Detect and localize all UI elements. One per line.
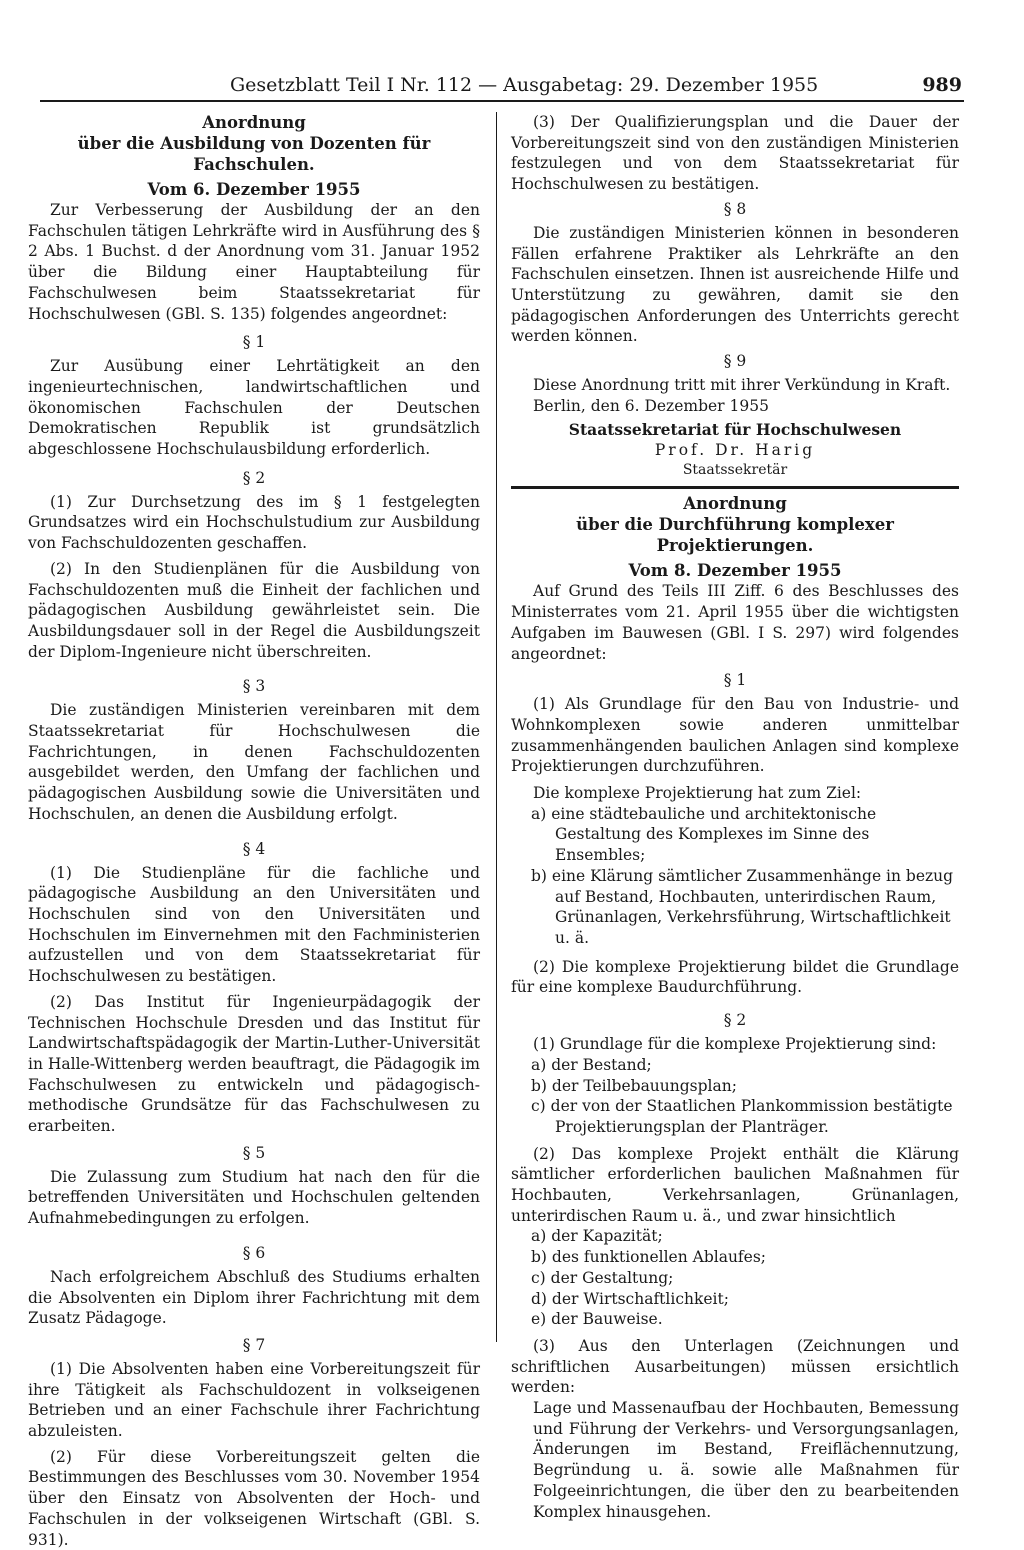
section-heading: § 6 [242,1243,266,1262]
section-heading: § 2 [723,1011,747,1030]
ordinance-date: Vom 8. Dezember 1955 [628,561,842,581]
list-item: b) eine Klärung sämtlicher Zusammenhänge in bezug auf Bestand, Hochbauten, unterirdischen Raum, Grünanlagen, Verkehrsführung, Wirtschaftlichkeit u. ä. [531,866,954,947]
section-paragraph: (1) Als Grundlage für den Bau von Industrie- und Wohnkomplexen sowie anderen unmittelbar zusammenhängenden baulichen Anlagen sind komplexe Projektierungen durchzuführen. [511,695,959,776]
section-text: Die zuständigen Ministerien vereinbaren mit dem Staatssekretariat für Hochschulwesen die Fachrichtungen, in denen Fachschuldozenten ausgebildet werden, den Umfang der fachlichen und pädagogischen Ausbildung sowie die Universitäten und Hochschulen, an denen die Ausbildung erfolgt. [28,701,480,823]
list-item: c) der Gestaltung; [531,1268,674,1287]
section-heading: § 1 [242,333,266,352]
section-heading: § 9 [723,352,747,371]
section-paragraph: (2) Für diese Vorbereitungszeit gelten die Bestimmungen des Beschlusses vom 30. November 1954 über den Einsatz von Absolventen der Hoch- und Fachschulen in der volkseigenen Wirtschaft (GBl. S. 931). [28,1447,480,1549]
right-column [511,112,959,1522]
section-text: Diese Anordnung tritt mit ihrer Verkündung in Kraft. [533,376,951,395]
section-heading: § 3 [242,677,266,696]
section-heading: § 2 [242,468,266,487]
section-paragraph: (2) In den Studienplänen für die Ausbildung von Fachschuldozenten muß die Einheit der fachlichen und pädagogischen Ausbildung gewährleistet sein. Die Ausbildungsdauer soll in der Regel die Ausbildungszeit der Diplom-Ingenieure nicht überschreiten. [28,559,480,661]
section-text: Die Zulassung zum Studium hat nach den für die betreffenden Universitäten und Hochschulen geltenden Aufnahmebedingungen zu erfolgen. [28,1167,480,1228]
signatory-name: Prof. Dr. Harig [654,441,816,460]
section-text: Zur Ausübung einer Lehrtätigkeit an den ingenieurtechnischen, landwirtschaftlichen und ökonomischen Fachschulen der Deutschen Demokratischen Republik ist grundsätzlich abgeschlossene Hochschulausbildung erforderlich. [28,357,480,459]
list-item: d) der Wirtschaftlichkeit; [531,1289,729,1308]
page-number: 989 [922,74,962,96]
section-heading: § 4 [242,839,266,858]
block-quote: Lage und Massenaufbau der Hochbauten, Bemessung und Führung der Verkehrs- und Versorgungsanlagen, Änderungen im Bestand, Freiflächennutzung, Begründung u. ä. sowie alle Maßnahmen für Folgeeinrichtungen, die über den zu bearbeitenden Komplex hinausgehen. [533,1399,959,1521]
column-divider [496,112,497,1342]
list-item: e) der Bauweise. [531,1310,663,1329]
ordinance-heading: Anordnung [202,113,306,132]
section-paragraph: (2) Die komplexe Projektierung bildet die Grundlage für eine komplexe Baudurchführung. [511,957,959,997]
section-paragraph: Die komplexe Projektierung hat zum Ziel: [533,784,862,803]
section-paragraph: (1) Die Absolventen haben eine Vorbereitungszeit für ihre Tätigkeit als Fachschuldozent in volkseigenen Betrieben und an einer Fachschule ihrer Fachrichtung abzuleisten. [28,1359,480,1441]
ordinance-subject: über die Durchführung komplexer Projektierungen. [576,515,894,556]
section-text: Die zuständigen Ministerien können in besonderen Fällen erfahrene Praktiker als Lehrkräfte an den Fachschulen einsetzen. Ihnen ist ausreichende Hilfe und Unterstützung zu gewähren, damit sie den pädagogischen Anforderungen des Unterrichts gerecht werden können. [511,223,959,346]
section-paragraph: (1) Grundlage für die komplexe Projektierung sind: [533,1035,937,1054]
list-item: c) der von der Staatlichen Plankommission bestätigte Projektierungsplan der Planträger. [531,1097,953,1136]
section-paragraph: (3) Aus den Unterlagen (Zeichnungen und schriftlichen Ausarbeitungen) müssen ersichtlich werden: [511,1336,959,1397]
left-column [28,112,480,1550]
ordinance-subject: über die Ausbildung von Dozenten für Fachschulen. [77,134,431,174]
section-heading: § 7 [242,1335,266,1354]
list-item: a) eine städtebauliche und architektonische Gestaltung des Komplexes im Sinne des Ensembles; [531,804,877,865]
page-header [40,74,964,102]
ordinance-heading: Anordnung [683,494,787,514]
section-paragraph: (3) Der Qualifizierungsplan und die Dauer der Vorbereitungszeit sind von den zuständigen Ministerien festzulegen und von dem Staatssekretariat für Hochschulwesen zu bestätigen. [511,113,959,194]
section-heading: § 8 [723,199,747,218]
issuing-authority: Staatssekretariat für Hochschulwesen [568,420,902,440]
place-and-date: Berlin, den 6. Dezember 1955 [533,396,769,415]
section-heading: § 1 [723,671,747,690]
preamble: Zur Verbesserung der Ausbildung der an den Fachschulen tätigen Lehrkräfte wird in Ausführung des § 2 Abs. 1 Buchst. d der Anordnung vom 31. Januar 1952 über die Bildung einer Hauptabteilung für Fachschulwesen beim Staatssekretariat für Hochschulwesen (GBl. S. 135) folgendes angeordnet: [28,201,480,323]
section-paragraph: (1) Die Studienpläne für die fachliche und pädagogische Ausbildung an den Universitäten und Hochschulen sind von den Universitäten und Hochschulen im Einvernehmen mit den Fachministerien aufzustellen und von dem Staatssekretariat für Hochschulwesen zu bestätigen. [28,863,480,986]
list-item: a) der Bestand; [531,1055,652,1074]
list-item: a) der Kapazität; [531,1227,663,1246]
header-title: Gesetzblatt Teil I Nr. 112 — Ausgabetag: 29. Dezember 1955 [230,74,819,96]
signatory-title: Staatssekretär [682,462,788,479]
list-item: b) der Teilbebauungsplan; [531,1076,737,1095]
ordinance-separator [511,486,959,489]
section-text: Nach erfolgreichem Abschluß des Studiums erhalten die Absolventen ein Diplom ihrer Fachrichtung mit dem Zusatz Pädagoge. [28,1267,480,1328]
ordinance-date: Vom 6. Dezember 1955 [147,180,361,199]
list-item: b) des funktionellen Ablaufes; [531,1248,767,1267]
section-heading: § 5 [242,1143,266,1162]
preamble: Auf Grund des Teils III Ziff. 6 des Beschlusses des Ministerrates vom 21. April 1955 über die wichtigsten Aufgaben im Bauwesen (GBl. I S. 297) wird folgendes angeordnet: [511,582,959,663]
section-paragraph: (1) Zur Durchsetzung des im § 1 festgelegten Grundsatzes wird ein Hochschulstudium zur Ausbildung von Fachschuldozenten geschaffen. [28,492,480,553]
section-paragraph: (2) Das Institut für Ingenieurpädagogik der Technischen Hochschule Dresden und das Institut für Landwirtschaftspädagogik der Martin-Luther-Universität in Halle-Wittenberg werden beauftragt, die Pädagogik im Fachschulwesen zu entwickeln und pädagogisch-methodische Grundsätze für das Fachschulwesen zu erarbeiten. [28,992,480,1136]
section-paragraph: (2) Das komplexe Projekt enthält die Klärung sämtlicher erforderlichen baulichen Maßnahmen für Hochbauten, Verkehrsanlagen, Grünanlagen, unterirdischen Raum u. ä., und zwar hinsichtlich [511,1144,959,1225]
